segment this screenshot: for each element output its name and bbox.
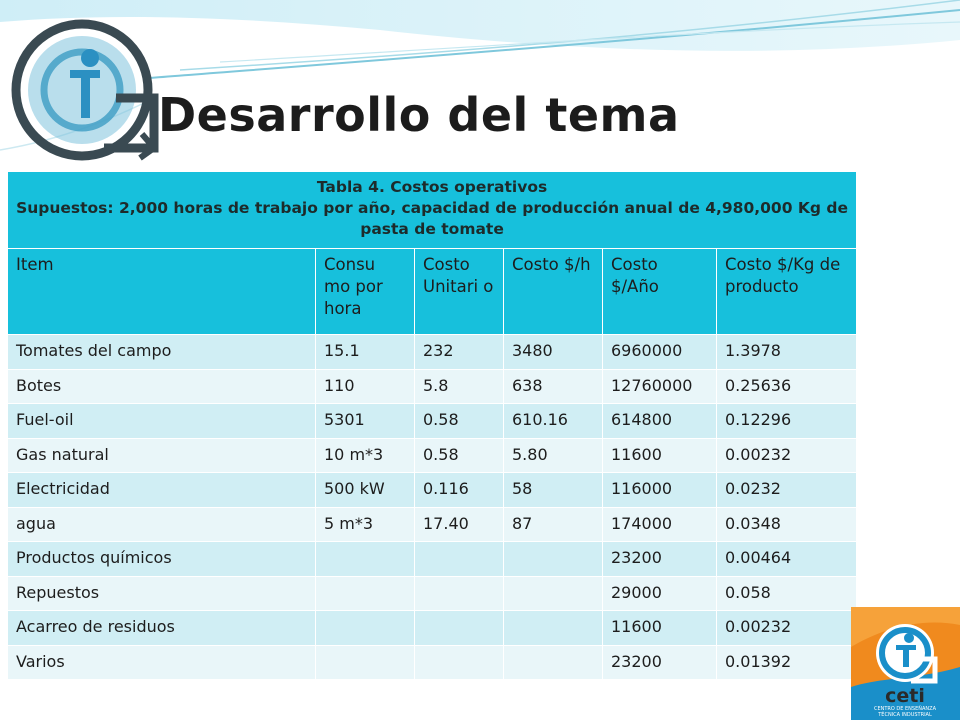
cell-costo-anio: 6960000 xyxy=(603,335,717,370)
cell-consumo: 10 m*3 xyxy=(316,438,415,473)
cell-costo-hora: 58 xyxy=(504,473,603,508)
table-caption-title: Tabla 4. Costos operativos xyxy=(316,178,548,196)
cell-item: Gas natural xyxy=(8,438,316,473)
cell-consumo: 5 m*3 xyxy=(316,507,415,542)
cell-consumo xyxy=(316,645,415,680)
logo-bottom-subtitle-1: CENTRO DE ENSEÑANZA xyxy=(873,706,937,712)
header-item: Item xyxy=(8,249,316,335)
table-row xyxy=(8,611,857,646)
header-costo-kg: Costo $/Kg de producto xyxy=(717,249,857,335)
table-row xyxy=(8,473,857,508)
cell-costo-hora xyxy=(504,611,603,646)
cell-costo-hora: 5.80 xyxy=(504,438,603,473)
cell-consumo: 5301 xyxy=(316,404,415,439)
logo-bottom-subtitle-2: TÉCNICA INDUSTRIAL xyxy=(878,712,932,718)
cell-costo-anio: 174000 xyxy=(603,507,717,542)
header-costo-hora: Costo $/h xyxy=(504,249,603,335)
table-row xyxy=(8,576,857,611)
cell-costo-hora xyxy=(504,645,603,680)
cell-consumo: 110 xyxy=(316,369,415,404)
cell-consumo xyxy=(316,576,415,611)
cell-consumo: 500 kW xyxy=(316,473,415,508)
cell-costo-anio: 12760000 xyxy=(603,369,717,404)
cell-costo-anio: 29000 xyxy=(603,576,717,611)
cell-costo-anio: 23200 xyxy=(603,542,717,577)
table-row xyxy=(8,542,857,577)
table-caption xyxy=(8,172,857,249)
cell-costo-kg: 0.0348 xyxy=(717,507,857,542)
cell-costo-kg: 0.058 xyxy=(717,576,857,611)
cell-item: Repuestos xyxy=(8,576,316,611)
cell-item: Productos químicos xyxy=(8,542,316,577)
cell-costo-anio: 11600 xyxy=(603,611,717,646)
cell-costo-kg: 0.01392 xyxy=(717,645,857,680)
cell-costo-kg: 0.00464 xyxy=(717,542,857,577)
cell-item: Tomates del campo xyxy=(8,335,316,370)
cell-costo-unitario: 0.116 xyxy=(415,473,504,508)
cell-costo-hora: 638 xyxy=(504,369,603,404)
cell-costo-unitario: 17.40 xyxy=(415,507,504,542)
header-consumo: Consu mo por hora xyxy=(316,249,415,335)
cell-costo-unitario xyxy=(415,611,504,646)
cell-costo-kg: 0.0232 xyxy=(717,473,857,508)
cell-costo-hora xyxy=(504,576,603,611)
cell-costo-unitario: 5.8 xyxy=(415,369,504,404)
cell-costo-hora: 87 xyxy=(504,507,603,542)
cell-consumo xyxy=(316,542,415,577)
cell-item: Acarreo de residuos xyxy=(8,611,316,646)
operating-costs-table-wrapper xyxy=(7,171,856,680)
cell-costo-unitario xyxy=(415,542,504,577)
header-costo-unitario: Costo Unitari o xyxy=(415,249,504,335)
ceti-logo xyxy=(851,607,960,720)
operating-costs-table xyxy=(7,171,857,680)
cell-costo-unitario: 0.58 xyxy=(415,438,504,473)
table-row xyxy=(8,369,857,404)
cell-costo-kg: 1.3978 xyxy=(717,335,857,370)
cell-costo-unitario: 0.58 xyxy=(415,404,504,439)
cell-costo-kg: 0.00232 xyxy=(717,611,857,646)
cell-costo-unitario xyxy=(415,576,504,611)
cell-item: Electricidad xyxy=(8,473,316,508)
table-caption-assumptions: Supuestos: 2,000 horas de trabajo por año, capacidad de producción anual de 4,980,000 Kg de pasta de tomate xyxy=(16,199,848,238)
table-header-row xyxy=(8,249,857,335)
cell-costo-unitario: 232 xyxy=(415,335,504,370)
table-row xyxy=(8,507,857,542)
table-body xyxy=(8,335,857,680)
cell-costo-anio: 11600 xyxy=(603,438,717,473)
cell-item: Botes xyxy=(8,369,316,404)
logo-bottom-name: ceti xyxy=(885,685,925,707)
cell-costo-hora xyxy=(504,542,603,577)
cell-item: Fuel-oil xyxy=(8,404,316,439)
table-row xyxy=(8,335,857,370)
cell-item: Varios xyxy=(8,645,316,680)
cell-costo-kg: 0.25636 xyxy=(717,369,857,404)
ceti-logo-watermark xyxy=(4,6,174,176)
cell-consumo xyxy=(316,611,415,646)
cell-costo-hora: 3480 xyxy=(504,335,603,370)
table-row xyxy=(8,438,857,473)
cell-costo-anio: 23200 xyxy=(603,645,717,680)
cell-costo-unitario xyxy=(415,645,504,680)
header-costo-anio: Costo $/Año xyxy=(603,249,717,335)
page-title: Desarrollo del tema xyxy=(158,88,680,142)
cell-consumo: 15.1 xyxy=(316,335,415,370)
cell-costo-anio: 614800 xyxy=(603,404,717,439)
table-row xyxy=(8,404,857,439)
cell-costo-anio: 116000 xyxy=(603,473,717,508)
cell-costo-kg: 0.12296 xyxy=(717,404,857,439)
cell-costo-hora: 610.16 xyxy=(504,404,603,439)
cell-item: agua xyxy=(8,507,316,542)
cell-costo-kg: 0.00232 xyxy=(717,438,857,473)
table-row xyxy=(8,645,857,680)
